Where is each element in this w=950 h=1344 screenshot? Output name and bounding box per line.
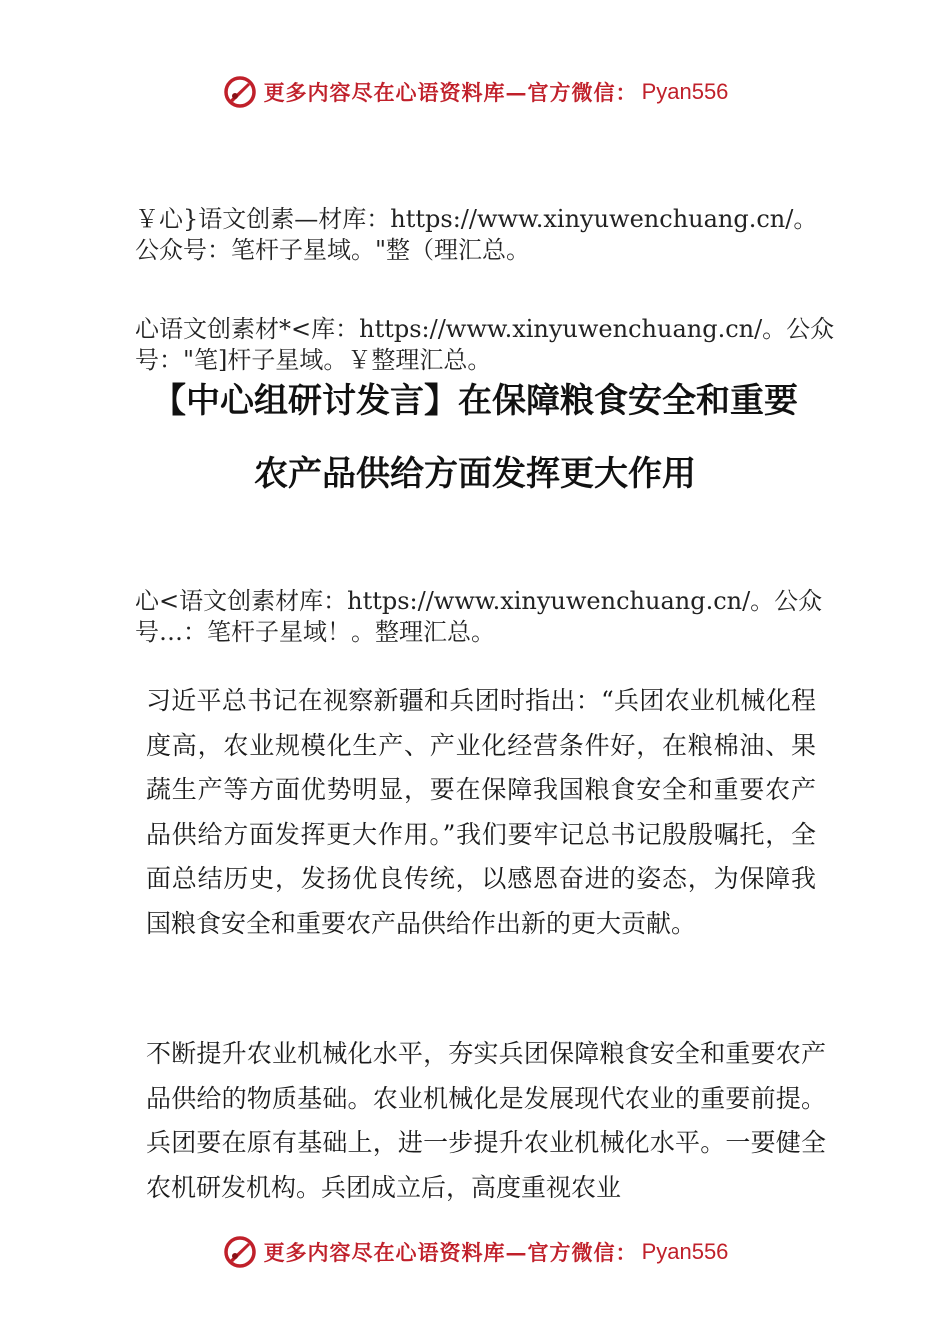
banner-wechat-id: Pyan556 [641,79,729,104]
banner-text: 更多内容尽在心语资料库—官方微信： [263,80,638,105]
banner-wechat-id: Pyan556 [641,1239,729,1264]
document-title-line-2: 农产品供给方面发挥更大作用 [254,454,696,494]
header-banner [0,70,950,114]
document-title-line-1: 【中心组研讨发言】在保障粮食安全和重要 [152,381,798,421]
banner-text: 更多内容尽在心语资料库—官方微信： [263,1240,638,1265]
footer-banner [0,1230,950,1274]
body-paragraph-1: 习近平总书记在视察新疆和兵团时指出：“兵团农业机械化程度高，农业规模化生产、产业化经营条件好，在粮棉油、果蔬生产等方面优势明显，要在保障我国粮食安全和重要农产品供给方面发挥更大作用。”我们要牢记总书记殷殷嘱托，全面总结历史，发扬优良传统，以感恩奋进的姿态，为保障我国粮食安全和重要农产品供给作出新的更大贡献。 [146,686,816,938]
watermark-text-2: 心语文创素材*<库：https://www.xinyuwenchuang.cn/。公众号："笔]杆子星域。￥整理汇总。 [135,315,835,374]
ink-brush-circle-icon [222,1234,258,1270]
watermark-text-1: ￥心}语文创素—材库：https://www.xinyuwenchuang.cn/。公众号：笔杆子星域。"整（理汇总。 [135,205,818,264]
body-paragraph-2: 不断提升农业机械化水平，夯实兵团保障粮食安全和重要农产品供给的物质基础。农业机械化是发展现代农业的重要前提。兵团要在原有基础上，进一步提升农业机械化水平。一要健全农机研发机构。兵团成立后，高度重视农业 [146,1039,826,1202]
watermark-text-3: 心<语文创素材库：https://www.xinyuwenchuang.cn/。公众号…：笔杆子星域！。整理汇总。 [135,587,823,646]
ink-brush-circle-icon [222,74,258,110]
